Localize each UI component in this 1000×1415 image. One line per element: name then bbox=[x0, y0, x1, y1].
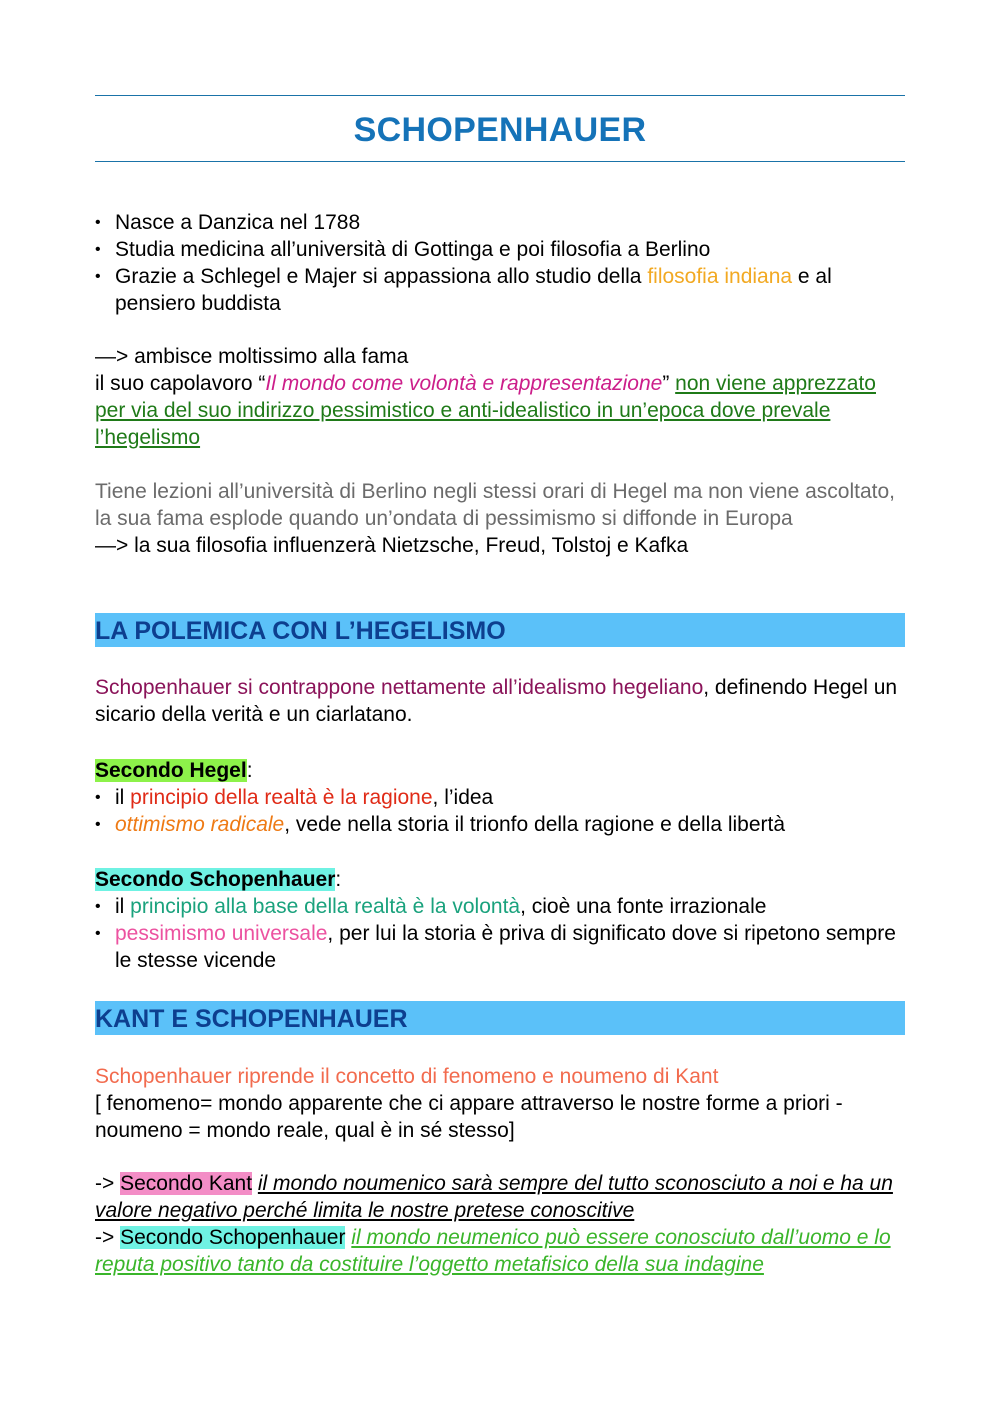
schopenhauer-label: Secondo Schopenhauer bbox=[120, 1226, 346, 1249]
masterpiece-title: Il mondo come volontà e rappresentazione bbox=[265, 372, 663, 395]
schopenhauer-label: Secondo Schopenhauer bbox=[95, 868, 336, 891]
lectures-text: Tiene lezioni all’università di Berlino negli stessi orari di Hegel ma non viene ascoltato, la sua fama esplode quando un’ondata di pessimismo si diffonde in Europa bbox=[95, 480, 895, 530]
hegel-label-line bbox=[95, 757, 910, 784]
list-item bbox=[95, 263, 910, 317]
item-text: , cioè una fonte irrazionale bbox=[520, 895, 767, 918]
kant-intro bbox=[95, 1063, 910, 1144]
list-item bbox=[95, 811, 910, 838]
bio-text: Studia medicina all’università di Gottinga e poi filosofia a Berlino bbox=[115, 238, 711, 261]
fame-line: —> ambisce moltissimo alla fama bbox=[95, 345, 409, 368]
hegel-label: Secondo Hegel bbox=[95, 759, 247, 782]
schopenhauer-view bbox=[95, 866, 910, 974]
hegel-view bbox=[95, 757, 910, 838]
kant-comparison bbox=[95, 1170, 910, 1278]
item-text: , vede nella storia il trionfo della ragione e della libertà bbox=[284, 813, 786, 836]
page-title: SCHOPENHAUER bbox=[353, 111, 647, 149]
item-highlight: pessimismo universale bbox=[115, 922, 328, 945]
intro-text: , definendo Hegel un sicario della verità e un ciarlatano. bbox=[95, 676, 898, 726]
section-heading-kant: KANT E SCHOPENHAUER bbox=[95, 1001, 905, 1035]
quote-close: ” bbox=[662, 372, 676, 395]
colon: : bbox=[246, 759, 253, 782]
masterpiece-prefix: il suo capolavoro “ bbox=[95, 372, 266, 395]
bio-text: Grazie a Schlegel e Majer si appassiona allo studio della bbox=[115, 265, 648, 288]
schopenhauer-text: il mondo neumenico può essere conosciuto dall’uomo e lo reputa positivo tanto da costituire l’oggetto metafisico della sua indagine bbox=[95, 1226, 891, 1276]
influence-line: —> la sua filosofia influenzerà Nietzsche, Freud, Tolstoj e Kafka bbox=[95, 534, 689, 557]
masterpiece-line bbox=[95, 370, 910, 451]
item-highlight: ottimismo radicale bbox=[115, 813, 285, 836]
item-text: il bbox=[115, 786, 131, 809]
item-highlight: principio della realtà è la ragione bbox=[130, 786, 433, 809]
arrow: -> bbox=[95, 1226, 121, 1249]
kant-label: Secondo Kant bbox=[120, 1172, 253, 1195]
highlight-indian-philosophy: filosofia indiana bbox=[647, 265, 793, 288]
item-text: , per lui la storia è priva di significato dove si ripetono sempre le stesse vicende bbox=[115, 922, 896, 972]
arrow: -> bbox=[95, 1172, 121, 1195]
section-heading-hegelism: LA POLEMICA CON L’HEGELISMO bbox=[95, 613, 905, 647]
list-item bbox=[95, 209, 910, 236]
item-text: , l’idea bbox=[432, 786, 494, 809]
list-item bbox=[95, 920, 910, 974]
item-text: il bbox=[115, 895, 131, 918]
title-top-rule bbox=[95, 95, 905, 96]
kant-text: il mondo noumenico sarà sempre del tutto sconosciuto a noi e ha un valore negativo perché limita le nostre pretese conoscitive bbox=[95, 1172, 893, 1222]
schopenhauer-view-line bbox=[95, 1224, 910, 1278]
kant-view-line bbox=[95, 1170, 910, 1224]
bio-text: e al pensiero buddista bbox=[115, 265, 832, 315]
title-bottom-rule bbox=[95, 161, 905, 162]
list-item bbox=[95, 784, 910, 811]
list-item bbox=[95, 893, 910, 920]
item-highlight: principio alla base della realtà è la volontà bbox=[130, 895, 521, 918]
definition-bracket: [ fenomeno= mondo apparente che ci appare attraverso le nostre forme a priori - noumeno = mondo reale, qual è in sé stesso] bbox=[95, 1092, 843, 1142]
list-item bbox=[95, 236, 910, 263]
intro-highlight: Schopenhauer si contrappone nettamente all’idealismo hegeliano bbox=[95, 676, 704, 699]
biography-list bbox=[95, 209, 910, 317]
colon: : bbox=[335, 868, 342, 891]
underlined-note: non viene apprezzato per via del suo indirizzo pessimistico e anti-idealistico in un’epoca dove prevale l’hegelismo bbox=[95, 372, 876, 449]
schopenhauer-label-line bbox=[95, 866, 910, 893]
fame-paragraph bbox=[95, 343, 910, 451]
lectures-paragraph bbox=[95, 478, 910, 559]
kant-intro-line: Schopenhauer riprende il concetto di fenomeno e noumeno di Kant bbox=[95, 1065, 719, 1088]
bio-text: Nasce a Danzica nel 1788 bbox=[115, 211, 361, 234]
hegelism-intro bbox=[95, 674, 910, 728]
